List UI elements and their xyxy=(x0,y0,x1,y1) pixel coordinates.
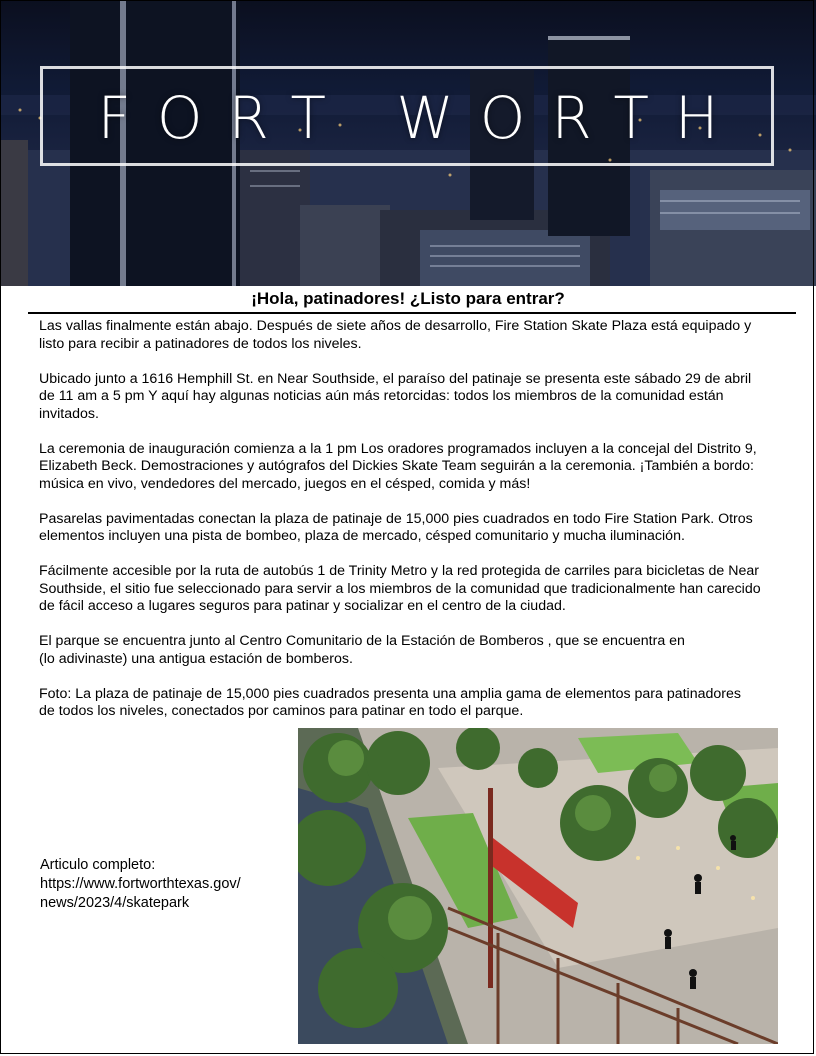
banner-title: FORT WORTH xyxy=(97,84,745,152)
text-line: de fácil acceso a lugares seguros para patinar y socializar en el centro de la ciudad. xyxy=(39,598,566,614)
text-line: Las vallas finalmente están abajo. Después de siete años de desarrollo, Fire Station Skate Plaza está equipado y xyxy=(39,318,752,334)
article-url[interactable]: https://www.fortworthtexas.gov/ xyxy=(40,876,241,892)
paragraph-4 xyxy=(39,511,791,546)
skatepark-photo xyxy=(298,728,778,1044)
skatepark-rendering-image xyxy=(298,728,778,1044)
text-line: Fácilmente accesible por la ruta de autobús 1 de Trinity Metro y la red protegida de carriles para bicicletas de Near xyxy=(39,563,759,579)
paragraph-2 xyxy=(39,371,791,424)
paragraph-3 xyxy=(39,441,791,494)
text-line: Pasarelas pavimentadas conectan la plaza de patinaje de 15,000 pies cuadrados en todo Fire Station Park. Otros xyxy=(39,510,753,527)
paragraph-6 xyxy=(39,633,791,668)
text-line: invitados. xyxy=(39,405,99,422)
page-heading: ¡Hola, patinadores! ¿Listo para entrar? xyxy=(251,289,565,308)
text-line: de todos los niveles, conectados por caminos para patinar en todo el parque. xyxy=(39,703,524,719)
text-line: de 11 am a 5 pm Y aquí hay algunas noticias aún más retorcidas: todos los miembros de la comunidad están xyxy=(39,388,724,404)
text-line: Southside, el sitio fue seleccionado para servir a los miembros de la comunidad que tradicionalmente han carecido xyxy=(39,580,761,597)
text-line: El parque se encuentra junto al Centro Comunitario de la Estación de Bomberos , que se encuentra en xyxy=(39,633,685,649)
article-body xyxy=(39,318,791,738)
article-link-block xyxy=(40,856,290,913)
text-line: Ubicado junto a 1616 Hemphill St. en Near Southside, el paraíso del patinaje se presenta este sábado 29 de abril xyxy=(39,370,752,387)
text-line: (lo adivinaste) una antigua estación de bomberos. xyxy=(39,650,353,667)
text-line: listo para recibir a patinadores de todos los niveles. xyxy=(39,335,362,352)
text-line: Elizabeth Beck. Demostraciones y autógrafos del Dickies Skate Team seguirán a la ceremonia. ¡También a bordo: xyxy=(39,458,754,474)
text-line: Foto: La plaza de patinaje de 15,000 pies cuadrados presenta una amplia gama de elementos para patinadores xyxy=(39,685,741,702)
article-link-label: Articulo completo: xyxy=(40,857,156,873)
paragraph-5 xyxy=(39,563,791,616)
article-url-continued[interactable]: news/2023/4/skatepark xyxy=(40,895,190,911)
heading-divider xyxy=(28,312,796,314)
text-line: elementos incluyen una pista de bombeo, plaza de mercado, césped comunitario y mucha iluminación. xyxy=(39,528,685,544)
paragraph-1 xyxy=(39,318,791,353)
photo-caption xyxy=(39,686,791,721)
text-line: La ceremonia de inauguración comienza a la 1 pm Los oradores programados incluyen a la concejal del Distrito 9, xyxy=(39,440,757,457)
header-banner xyxy=(0,0,816,286)
text-line: música en vivo, vendedores del mercado, juegos en el césped, comida y más! xyxy=(39,475,531,492)
